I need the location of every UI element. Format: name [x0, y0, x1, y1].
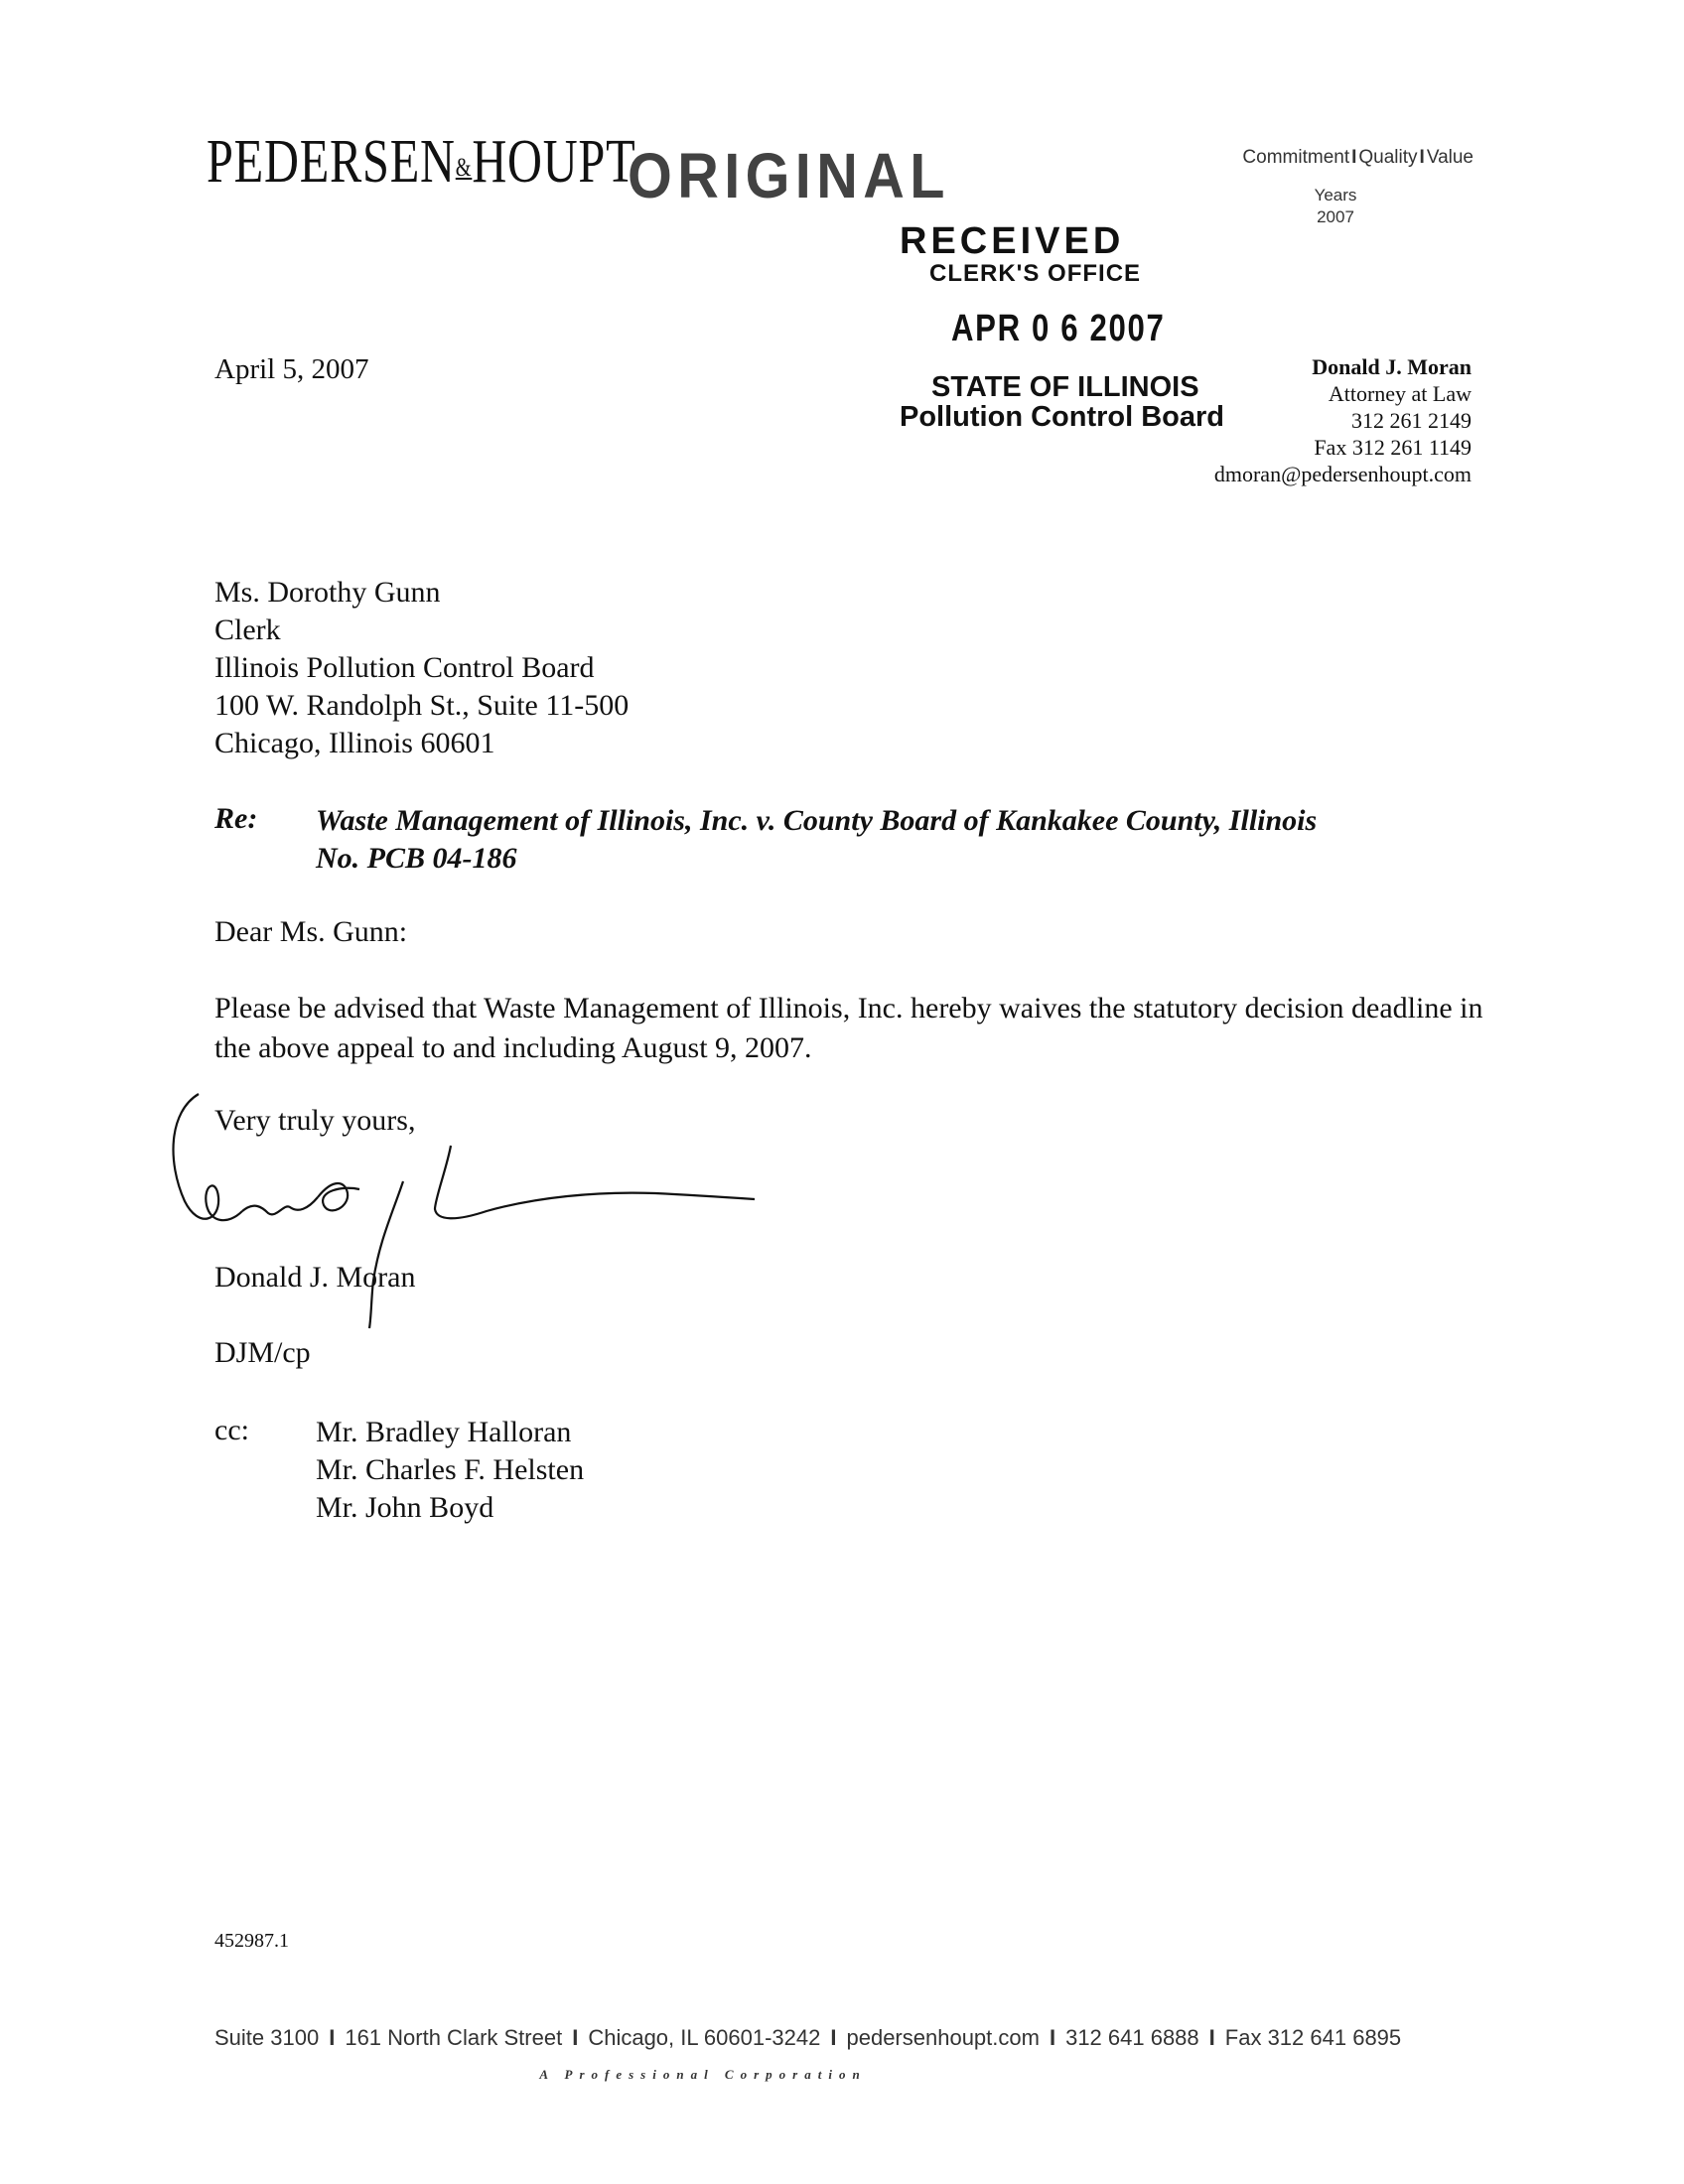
cc-recipient: Mr. Bradley Halloran: [316, 1416, 572, 1448]
recipient-line: Chicago, Illinois 60601: [214, 727, 495, 759]
closing: Very truly yours,: [214, 1104, 416, 1137]
received-stamp-title: RECEIVED: [900, 220, 1125, 262]
received-stamp-board: Pollution Control Board: [900, 401, 1225, 433]
re-subject: [316, 802, 1507, 878]
received-stamp-date: APR 0 6 2007: [951, 308, 1166, 349]
received-stamp-state: STATE OF ILLINOIS: [931, 371, 1199, 403]
cc-label: cc:: [214, 1414, 249, 1446]
cc-recipient: Mr. Charles F. Helsten: [316, 1453, 585, 1486]
footer-website: pedersenhoupt.com: [846, 2025, 1040, 2050]
re-case-number: No. PCB 04-186: [316, 842, 517, 875]
author-email: dmoran@pedersenhoupt.com: [1213, 462, 1472, 486]
firm-logo: [207, 127, 635, 198]
recipient-line: Illinois Pollution Control Board: [214, 651, 595, 684]
author-block: [1152, 353, 1472, 487]
tagline-value: Value: [1426, 147, 1474, 168]
tagline-quality: Quality: [1358, 147, 1418, 168]
author-fax: Fax 312 261 1149: [1314, 435, 1472, 460]
recipient-address: [214, 574, 629, 762]
firm-name-part-2: HOUPT: [472, 128, 636, 196]
years-value: 2007: [1317, 207, 1354, 226]
received-stamp-office: CLERK'S OFFICE: [929, 260, 1142, 287]
recipient-line: Ms. Dorothy Gunn: [214, 576, 441, 609]
years-badge: [1291, 185, 1380, 228]
footer-suite: Suite 3100: [214, 2025, 320, 2050]
firm-name-ampersand: &: [455, 153, 473, 182]
recipient-line: Clerk: [214, 614, 281, 646]
firm-tagline: Commitment I Quality I Value: [1242, 147, 1474, 168]
re-label: Re:: [214, 802, 258, 835]
signer-name: Donald J. Moran: [214, 1261, 416, 1294]
recipient-line: 100 W. Randolph St., Suite 11-500: [214, 689, 630, 722]
salutation: Dear Ms. Gunn:: [214, 915, 408, 948]
tagline-commitment: Commitment: [1242, 147, 1350, 168]
cc-recipient: Mr. John Boyd: [316, 1491, 494, 1524]
years-label: Years: [1314, 186, 1357, 205]
footer-phone: 312 641 6888: [1065, 2025, 1199, 2050]
typist-initials: DJM/cp: [214, 1336, 311, 1369]
footer-address: Suite 3100 I 161 North Clark Street I Chicago, IL 60601-3242 I pedersenhoupt.com I 312 641 6888 I Fax 312 641 6895: [214, 2025, 1402, 2050]
author-title: Attorney at Law: [1328, 381, 1472, 406]
document-number: 452987.1: [214, 1930, 289, 1952]
letter-date: April 5, 2007: [214, 353, 369, 385]
handwritten-signature: [159, 1082, 794, 1340]
cc-list: [316, 1414, 584, 1527]
firm-name-part-1: PEDERSEN: [207, 128, 456, 196]
footer-street: 161 North Clark Street: [345, 2025, 563, 2050]
re-case-title: Waste Management of Illinois, Inc. v. County Board of Kankakee County, Illinois: [316, 804, 1318, 837]
footer-professional-corporation: A Professional Corporation: [539, 2067, 867, 2082]
footer-city: Chicago, IL 60601-3242: [588, 2025, 821, 2050]
footer-fax: Fax 312 641 6895: [1224, 2025, 1402, 2050]
original-stamp: ORIGINAL: [628, 140, 950, 211]
author-name: Donald J. Moran: [1312, 354, 1472, 379]
body-paragraph: Please be advised that Waste Management of Illinois, Inc. hereby waives the statutory decision deadline in the above appeal to and including August 9, 2007.: [214, 992, 1483, 1064]
author-phone: 312 261 2149: [1351, 408, 1472, 433]
